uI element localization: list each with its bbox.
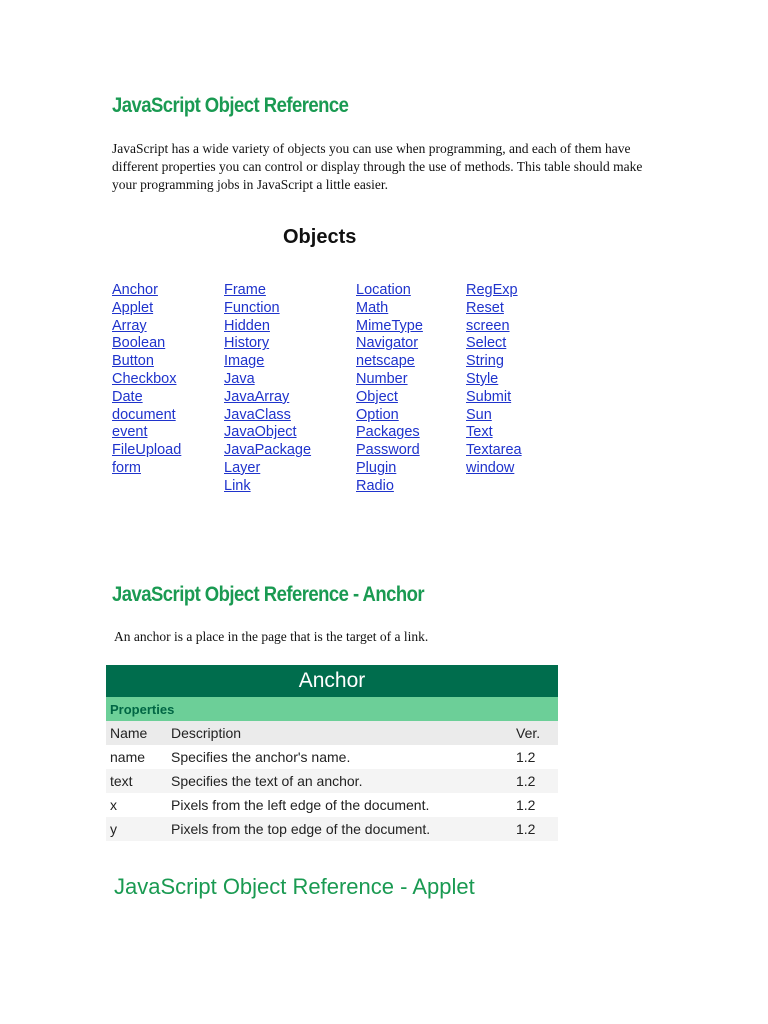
list-item [356,424,423,442]
table-row [106,817,558,841]
object-link[interactable]: Plugin [356,459,397,476]
object-link[interactable]: MimeType [356,317,423,334]
object-link[interactable]: Sun [466,406,492,423]
object-link[interactable]: JavaClass [224,406,291,423]
object-link[interactable]: document [112,406,176,423]
column-header-description: Description [167,721,512,745]
object-link[interactable]: JavaArray [224,388,290,405]
object-link[interactable]: Reset [466,299,504,316]
property-version: 1.2 [512,769,558,793]
list-item [466,389,522,407]
list-item [224,478,311,496]
table-row [106,769,558,793]
property-version: 1.2 [512,817,558,841]
object-link[interactable]: Packages [356,424,420,441]
object-link[interactable]: Submit [466,388,512,405]
property-version: 1.2 [512,745,558,769]
object-link[interactable]: Boolean [112,335,166,352]
list-item [112,460,181,478]
object-link[interactable]: Navigator [356,335,419,352]
object-link[interactable]: Array [112,317,147,334]
object-link[interactable]: JavaPackage [224,442,312,459]
table-row [106,745,558,769]
list-item [466,460,522,478]
list-item [112,389,181,407]
list-item [466,353,522,371]
object-link[interactable]: Anchor [112,282,158,298]
object-link[interactable]: Password [356,442,420,459]
list-item [466,424,522,442]
list-item [356,407,423,425]
property-name: name [106,745,167,769]
object-link[interactable]: Location [356,282,411,298]
property-name: text [106,769,167,793]
list-item [224,318,311,336]
list-item [224,424,311,442]
list-item [224,353,311,371]
list-item [112,318,181,336]
object-link[interactable]: Textarea [466,442,522,459]
object-link[interactable]: Image [224,353,265,370]
column-header-version: Ver. [512,721,558,745]
list-item [224,460,311,478]
list-item [112,371,181,389]
object-link[interactable]: Frame [224,282,266,298]
list-item [356,335,423,353]
list-item [466,407,522,425]
object-link[interactable]: Java [224,370,255,387]
object-link[interactable]: Link [224,477,251,494]
list-item [224,335,311,353]
object-link[interactable]: Applet [112,299,154,316]
property-description: Specifies the anchor's name. [167,745,512,769]
property-version: 1.2 [512,793,558,817]
property-description: Specifies the text of an anchor. [167,769,512,793]
list-item [356,460,423,478]
list-item [356,478,423,496]
object-link[interactable]: FileUpload [112,442,182,459]
property-description: Pixels from the left edge of the document. [167,793,512,817]
list-item [356,371,423,389]
object-links-column-4 [466,282,522,478]
anchor-properties-table [106,665,558,841]
object-link[interactable]: Math [356,299,389,316]
table-section-row [106,697,558,721]
list-item [356,353,423,371]
list-item [112,442,181,460]
object-link[interactable]: Radio [356,477,394,494]
property-name: x [106,793,167,817]
object-link[interactable]: History [224,335,270,352]
object-link[interactable]: Layer [224,459,261,476]
list-item [112,335,181,353]
property-name: y [106,817,167,841]
object-link[interactable]: Date [112,388,143,405]
list-item [224,407,311,425]
object-link[interactable]: Select [466,335,507,352]
table-title-row [106,665,558,697]
list-item [224,442,311,460]
anchor-section-heading: JavaScript Object Reference - Anchor [112,583,425,606]
list-item [112,424,181,442]
object-link[interactable]: netscape [356,353,415,370]
object-links-column-1 [112,282,181,478]
applet-section-heading: JavaScript Object Reference - Applet [114,874,475,899]
object-link[interactable]: RegExp [466,282,518,298]
property-description: Pixels from the top edge of the document. [167,817,512,841]
list-item [112,300,181,318]
list-item [466,335,522,353]
object-link[interactable]: event [112,424,148,441]
object-link[interactable]: Option [356,406,399,423]
object-link[interactable]: Button [112,353,154,370]
list-item [112,407,181,425]
list-item [112,282,181,300]
list-item [466,318,522,336]
table-title: Anchor [106,665,558,697]
list-item [356,300,423,318]
list-item [356,318,423,336]
list-item [466,282,522,300]
object-link[interactable]: Text [466,424,493,441]
list-item [466,371,522,389]
object-link[interactable]: Checkbox [112,370,177,387]
list-item [112,353,181,371]
list-item [356,442,423,460]
object-links-column-2 [224,282,311,496]
list-item [466,442,522,460]
object-link[interactable]: Function [224,299,280,316]
object-link[interactable]: Object [356,388,398,405]
intro-paragraph: JavaScript has a wide variety of objects you can use when programming, and each of them have different properties you can control or display through the use of methods. This table should make your programming jobs in JavaScript a little easier. [112,141,643,192]
list-item [224,371,311,389]
list-item [224,389,311,407]
table-row [106,793,558,817]
column-header-name: Name [106,721,167,745]
properties-label: Properties [106,697,558,721]
object-link[interactable]: form [112,459,141,476]
object-links-column-3 [356,282,423,496]
object-link[interactable]: String [466,353,504,370]
list-item [356,282,423,300]
anchor-intro-text: An anchor is a place in the page that is the target of a link. [114,629,429,644]
objects-heading: Objects [283,226,357,248]
object-link[interactable]: Style [466,370,499,387]
object-link[interactable]: screen [466,317,510,334]
list-item [466,300,522,318]
table-header-row [106,721,558,745]
list-item [224,282,311,300]
list-item [356,389,423,407]
object-link[interactable]: JavaObject [224,424,297,441]
page-title: JavaScript Object Reference [112,94,349,117]
object-link[interactable]: window [466,459,515,476]
object-link[interactable]: Hidden [224,317,270,334]
list-item [224,300,311,318]
object-link[interactable]: Number [356,370,408,387]
